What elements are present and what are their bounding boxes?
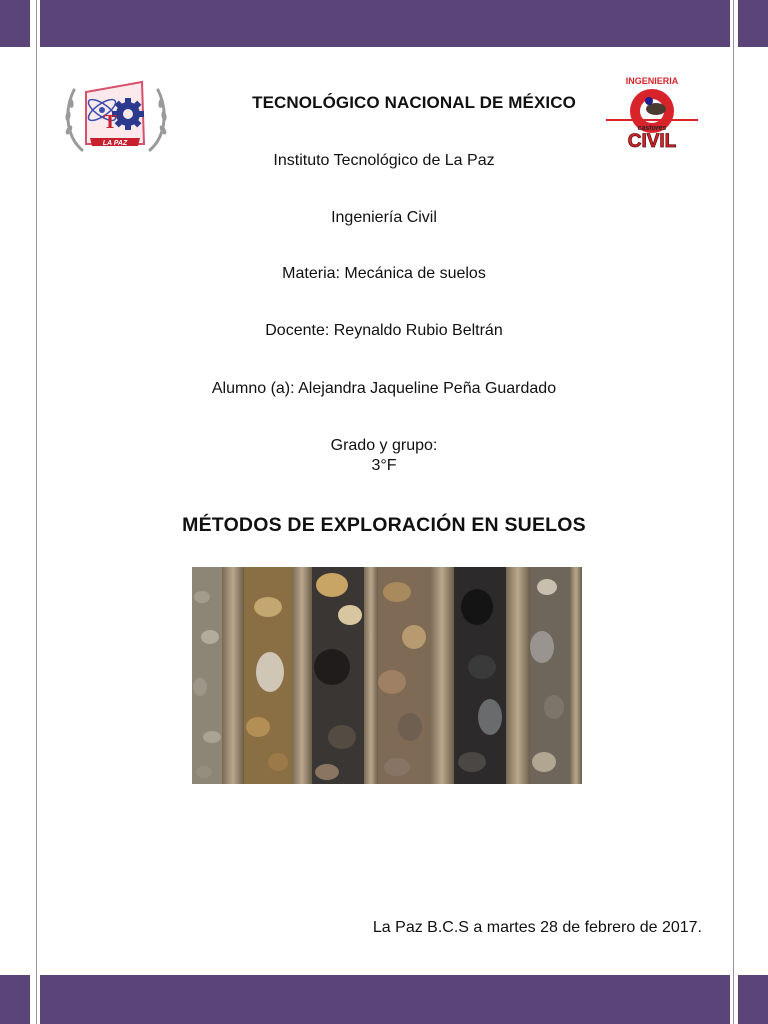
teacher-line: Docente: Reynaldo Rubio Beltrán xyxy=(265,322,503,339)
document-title: MÉTODOS DE EXPLORACIÓN EN SUELOS xyxy=(182,514,586,536)
top-band-left xyxy=(0,0,30,47)
bottom-band-right xyxy=(738,975,768,1024)
left-logo-text: LA PAZ xyxy=(102,140,128,147)
bottom-band xyxy=(40,975,730,1024)
bottom-band-left xyxy=(0,975,30,1024)
ingenieria-civil-logo xyxy=(606,75,698,151)
itlp-logo xyxy=(60,76,172,160)
right-logo-top-text: INGENIERIA xyxy=(625,76,679,86)
right-logo-bottom-text: CIVIL xyxy=(627,131,677,151)
top-band-right xyxy=(738,0,768,47)
svg-text:T: T xyxy=(103,111,117,133)
right-logo-mid-text: castores xyxy=(637,125,667,132)
soil-core-photo xyxy=(192,567,582,784)
career-name: Ingeniería Civil xyxy=(331,209,437,226)
grade-label: Grado y grupo: xyxy=(330,437,438,454)
place-date: La Paz B.C.S a martes 28 de febrero de 2017. xyxy=(372,919,702,936)
subject-line: Materia: Mecánica de suelos xyxy=(282,265,486,282)
top-band xyxy=(40,0,730,47)
institution-name: TECNOLÓGICO NACIONAL DE MÉXICO xyxy=(252,93,576,112)
grade-value: 3°F xyxy=(371,457,397,474)
institute-name: Instituto Tecnológico de La Paz xyxy=(273,152,495,169)
student-line: Alumno (a): Alejandra Jaqueline Peña Guardado xyxy=(211,380,557,397)
